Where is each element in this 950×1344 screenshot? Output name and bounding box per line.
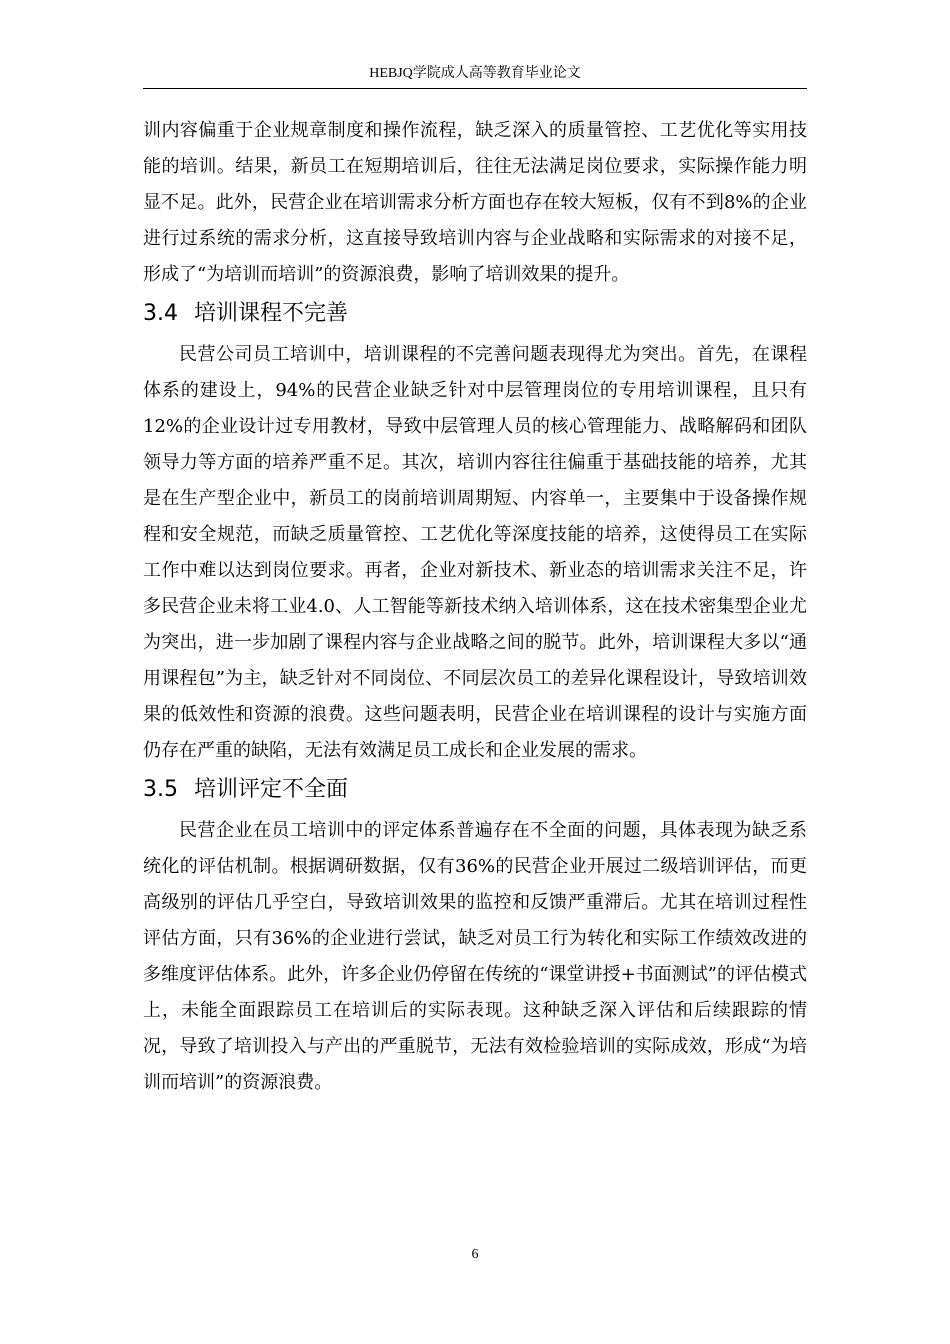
page-number: 6 <box>471 1247 479 1262</box>
section-paragraph: 民营企业在员工培训中的评定体系普遍存在不全面的问题，具体表现为缺乏系统化的评估机制。根据调研数据，仅有36%的民营企业开展过二级培训评估，而更高级别的评估几乎空白，导致培训效果的监控和反馈严重滞后。尤其在培训过程性评估方面，只有36%的企业进行尝试，缺乏对员工行为转化和实际工作绩效改进的多维度评估体系。此外，许多企业仍停留在传统的“课堂讲授+书面测试”的评估模式上，未能全面跟踪员工在培训后的实际表现。这种缺乏深入评估和后续跟踪的情况，导致了培训投入与产出的严重脱节，无法有效检验培训的实际成效，形成“为培训而培训”的资源浪费。 <box>143 820 807 1093</box>
running-header: HEBJQ学院成人高等教育毕业论文 <box>369 66 581 81</box>
continuation-paragraph: 训内容偏重于企业规章制度和操作流程，缺乏深入的质量管控、工艺优化等实用技能的培训。结果，新员工在短期培训后，往往无法满足岗位要求，实际操作能力明显不足。此外，民营企业在培训需求分析方面也存在较大短板，仅有不到8%的企业进行过系统的需求分析，这直接导致培训内容与企业战略和实际需求的对接不足，形成了“为培训而培训”的资源浪费，影响了培训效果的提升。 <box>143 120 807 285</box>
section-number: 3.5 <box>143 777 178 802</box>
section-heading-3-5 <box>143 772 807 808</box>
section-heading-3-4 <box>143 296 807 332</box>
section-title: 培训评定不全面 <box>194 777 349 802</box>
section-paragraph: 民营公司员工培训中，培训课程的不完善问题表现得尤为突出。首先，在课程体系的建设上，94%的民营企业缺乏针对中层管理岗位的专用培训课程，且只有12%的企业设计过专用教材，导致中层管理人员的核心管理能力、战略解码和团队领导力等方面的培养严重不足。其次，培训内容往往偏重于基础技能的培养，尤其是在生产型企业中，新员工的岗前培训周期短、内容单一，主要集中于设备操作规程和安全规范，而缺乏质量管控、工艺优化等深度技能的培养，这使得员工在实际工作中难以达到岗位要求。再者，企业对新技术、新业态的培训需求关注不足，许多民营企业未将工业4.0、人工智能等新技术纳入培训体系，这在技术密集型企业尤为突出，进一步加剧了课程内容与企业战略之间的脱节。此外，培训课程大多以“通用课程包”为主，缺乏针对不同岗位、不同层次员工的差异化课程设计，导致培训效果的低效性和资源的浪费。这些问题表明，民营企业在培训课程的设计与实施方面仍存在严重的缺陷，无法有效满足员工成长和企业发展的需求。 <box>143 344 807 761</box>
section-number: 3.4 <box>143 301 178 326</box>
section-title: 培训课程不完善 <box>194 301 349 326</box>
body-text <box>143 113 807 1101</box>
header-divider <box>143 88 807 89</box>
